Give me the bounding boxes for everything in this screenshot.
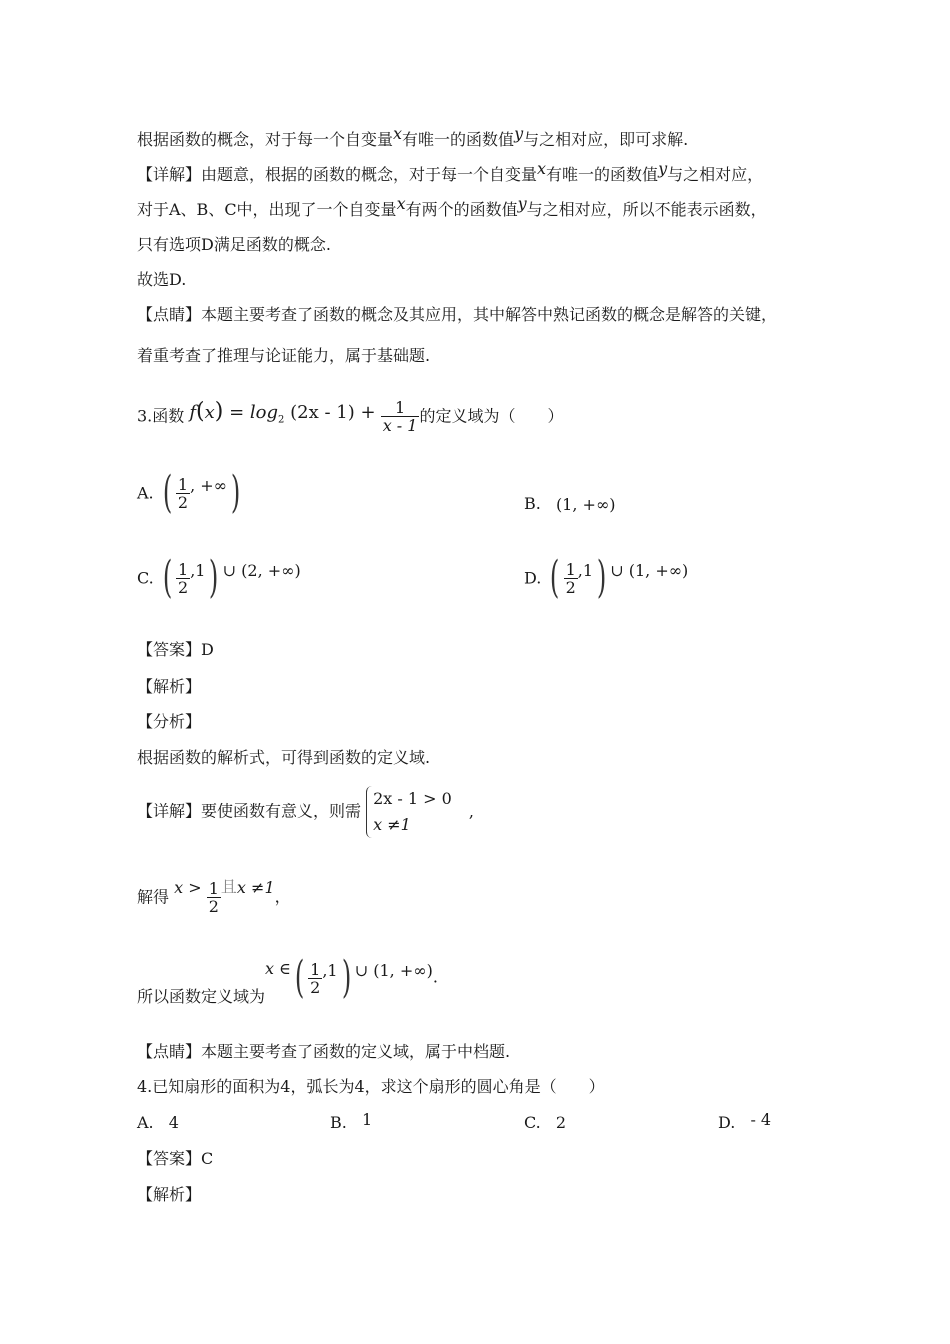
option-value: 1 bbox=[361, 1110, 373, 1129]
paren-right: ) bbox=[596, 552, 607, 603]
log-base: 2 bbox=[278, 414, 285, 426]
solve-line bbox=[137, 872, 291, 923]
option-d[interactable] bbox=[524, 552, 689, 603]
option-label: A. bbox=[137, 1113, 154, 1132]
frac-denominator: 2 bbox=[177, 492, 189, 512]
text-seg: 与之相对应，所以不能表示函数， bbox=[526, 200, 767, 219]
option-label: B. bbox=[524, 494, 541, 513]
paren-right: ) bbox=[341, 952, 351, 1003]
question-suffix: 的定义域为（ ） bbox=[419, 406, 564, 426]
option-b[interactable] bbox=[524, 494, 616, 514]
analysis-heading-3: 【解析】 bbox=[137, 677, 202, 696]
and-char: 且 bbox=[220, 877, 237, 896]
math-y: y bbox=[514, 124, 524, 143]
log-argument: (2x - 1) + bbox=[290, 402, 376, 423]
text-seg: 有唯一的函数值 bbox=[546, 165, 659, 184]
frac-denominator: 2 bbox=[208, 897, 219, 916]
domain-prefix: 所以函数定义域为 bbox=[137, 987, 266, 1006]
option-value: - 4 bbox=[750, 1110, 772, 1129]
dianjing-3: 【点睛】本题主要考查了函数的定义域，属于中档题. bbox=[137, 1042, 511, 1061]
text-line-7: 着重考查了推理与论证能力，属于基础题. bbox=[137, 346, 431, 365]
union-interval: ∪ (1, +∞) bbox=[354, 960, 433, 980]
option-value: 4 bbox=[168, 1113, 179, 1132]
interval-tail: ,1 bbox=[322, 960, 338, 980]
question-number: 3.函数 bbox=[137, 406, 185, 426]
union-interval: ∪ (2, +∞) bbox=[222, 560, 301, 580]
fraction-half bbox=[176, 561, 190, 596]
option-value: 2 bbox=[555, 1113, 567, 1132]
option-label: C. bbox=[524, 1113, 541, 1132]
text-line-4: 只有选项D满足函数的概念. bbox=[137, 235, 331, 254]
text-line-1 bbox=[137, 124, 689, 150]
fraction-1-over-x-minus-1 bbox=[381, 399, 420, 434]
frac-numerator: 1 bbox=[310, 959, 321, 979]
detail-3 bbox=[137, 783, 474, 840]
text-seg: 有唯一的函数值 bbox=[402, 130, 515, 149]
option-c[interactable] bbox=[137, 552, 301, 603]
comma: ， bbox=[274, 887, 291, 906]
frac-numerator: 1 bbox=[394, 397, 406, 417]
option-label: C. bbox=[137, 568, 154, 588]
option-label: B. bbox=[330, 1113, 347, 1132]
math-x-neq: x ≠1 bbox=[236, 877, 275, 897]
answer-4: 【答案】C bbox=[137, 1149, 214, 1168]
text-seg: 根据函数的概念，对于每一个自变量 bbox=[137, 130, 394, 149]
question-3-stem bbox=[137, 384, 563, 449]
math-x: x bbox=[396, 194, 406, 213]
equation-system bbox=[366, 786, 452, 838]
option-label: A. bbox=[137, 483, 154, 503]
question-4-stem: 4.已知扇形的面积为4，弧长为4，求这个扇形的圆心角是（ ） bbox=[137, 1077, 605, 1096]
system-line-1: 2x - 1 > 0 bbox=[373, 788, 452, 808]
q4-option-b[interactable] bbox=[330, 1110, 373, 1132]
interval-tail: , +∞ bbox=[190, 475, 227, 495]
paren-left: ( bbox=[550, 552, 560, 603]
interval-tail: ,1 bbox=[190, 560, 206, 580]
text-line-5: 故选D. bbox=[137, 270, 187, 289]
math-y: y bbox=[517, 194, 527, 213]
frac-denominator: 2 bbox=[310, 977, 321, 997]
option-label: D. bbox=[718, 1113, 736, 1132]
domain-line bbox=[137, 952, 438, 1006]
math-f: f bbox=[189, 402, 197, 423]
text-line-3 bbox=[137, 194, 767, 220]
math-x-in: x ∈ bbox=[265, 958, 291, 978]
math-x: x bbox=[393, 124, 403, 143]
paren-right: ) bbox=[230, 467, 241, 518]
math-x: x bbox=[204, 402, 215, 423]
frac-numerator: 1 bbox=[208, 879, 219, 898]
system-line-2: x ≠1 bbox=[373, 814, 411, 834]
math-x: x bbox=[537, 159, 547, 178]
fenxi-text-3: 根据函数的解析式，可得到函数的定义域. bbox=[137, 748, 431, 767]
paren-right: ) bbox=[209, 552, 219, 603]
analysis-heading-4: 【解析】 bbox=[137, 1185, 202, 1204]
paren-left: ( bbox=[294, 952, 305, 1003]
detail-prefix: 【详解】要使函数有意义，则需 bbox=[137, 801, 362, 821]
frac-denominator: x - 1 bbox=[382, 415, 418, 435]
text-seg: 对于A、B、C中，出现了一个自变量 bbox=[137, 200, 397, 219]
answer-3: 【答案】D bbox=[137, 640, 214, 659]
text-seg: 与之相对应， bbox=[667, 165, 764, 184]
paren-left: ( bbox=[162, 467, 173, 518]
union-interval: ∪ (1, +∞) bbox=[610, 560, 689, 580]
math-x-gt: x > bbox=[174, 877, 202, 897]
text-line-6: 【点睛】本题主要考查了函数的概念及其应用，其中解答中熟记函数的概念是解答的关键， bbox=[137, 305, 778, 324]
period: . bbox=[432, 967, 438, 987]
fraction-half bbox=[176, 476, 190, 511]
math-y: y bbox=[658, 159, 668, 178]
frac-denominator: 2 bbox=[565, 577, 576, 597]
fraction-half bbox=[308, 961, 322, 996]
q4-option-a[interactable] bbox=[137, 1113, 179, 1132]
paren-left: ( bbox=[162, 552, 173, 603]
fraction-half bbox=[564, 561, 578, 596]
frac-denominator: 2 bbox=[178, 577, 189, 597]
math-log: = log bbox=[229, 402, 279, 423]
frac-numerator: 1 bbox=[177, 474, 189, 494]
interval: (1, +∞) bbox=[555, 495, 616, 514]
q4-option-c[interactable] bbox=[524, 1113, 566, 1132]
q4-option-d[interactable] bbox=[718, 1110, 772, 1132]
option-a[interactable] bbox=[137, 467, 244, 518]
text-seg: 有两个的函数值 bbox=[405, 200, 518, 219]
frac-numerator: 1 bbox=[565, 559, 576, 579]
option-label: D. bbox=[524, 568, 542, 588]
fenxi-heading-3: 【分析】 bbox=[137, 712, 202, 731]
solve-prefix: 解得 bbox=[137, 887, 170, 907]
function-formula: $f(x) = \log_2 (2x - 1)$ + bbox=[189, 399, 376, 426]
frac-numerator: 1 bbox=[178, 559, 189, 579]
comma: , bbox=[468, 801, 475, 821]
fraction-half bbox=[207, 880, 221, 915]
interval-tail: ,1 bbox=[577, 560, 594, 580]
text-seg: 【详解】由题意，根据的函数的概念，对于每一个自变量 bbox=[137, 165, 538, 184]
text-seg: 与之相对应，即可求解. bbox=[523, 130, 689, 149]
text-line-2 bbox=[137, 159, 764, 185]
